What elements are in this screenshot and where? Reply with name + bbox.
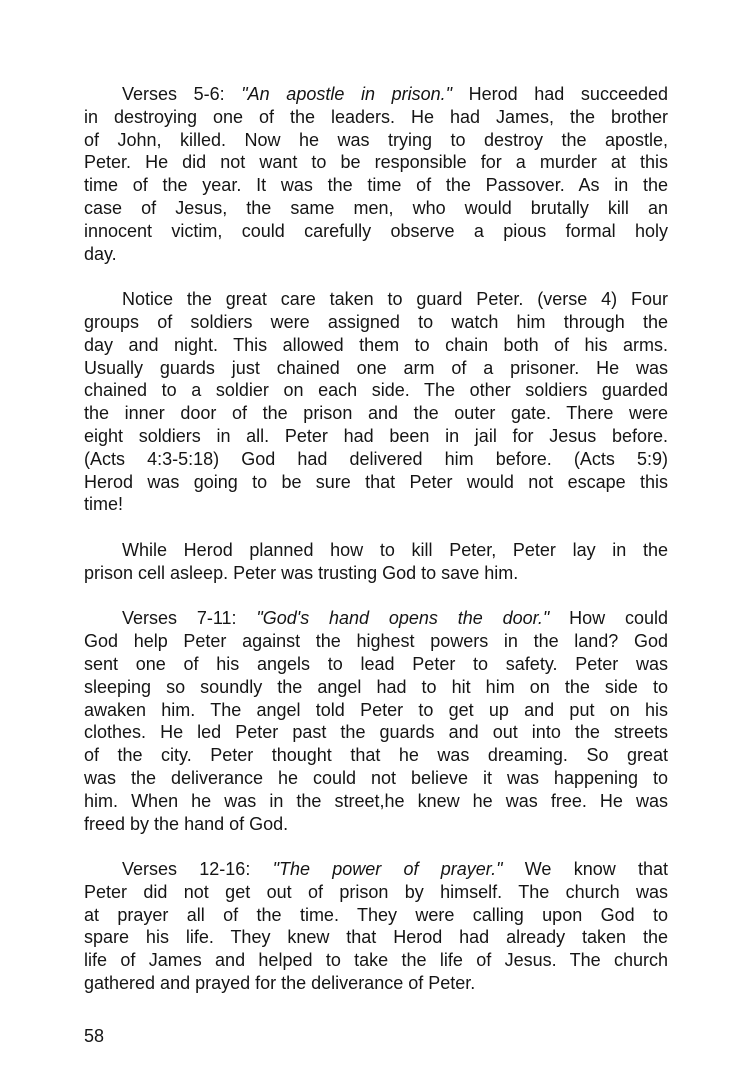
text-line: sent one of his angels to lead Peter to safety. Peter was	[84, 653, 668, 674]
text-line: at prayer all of the time. They were calling upon God to	[84, 904, 668, 925]
text-line: time of the year. It was the time of the Passover. As in the	[84, 175, 668, 196]
text-line: day and night. This allowed them to chain both of his arms.	[84, 334, 668, 355]
section-title: "God's hand opens the door."	[256, 608, 550, 629]
text-segment: Verses 5-6:	[122, 84, 242, 104]
text-line: spare his life. They knew that Herod had already taken the	[84, 927, 668, 948]
paragraph	[84, 607, 668, 835]
section-title: "The power of prayer."	[272, 859, 503, 880]
text-segment: Herod had succeeded	[452, 84, 668, 104]
paragraph-first-line	[84, 288, 668, 311]
text-segment: Notice the great care taken to guard Peter. (verse 4) Four	[122, 289, 668, 310]
text-segment: While Herod planned how to kill Peter, Peter lay in the	[122, 539, 668, 560]
text-line: Peter did not get out of prison by himself. The church was	[84, 881, 668, 902]
text-line: life of James and helped to take the life of Jesus. The church	[84, 950, 668, 971]
section-title: "An apostle in prison."	[241, 84, 453, 104]
text-line: prison cell asleep. Peter was trusting God to save him.	[84, 562, 519, 583]
text-line: innocent victim, could carefully observe a pious formal holy	[84, 220, 668, 241]
text-line: day.	[84, 243, 117, 264]
text-line: him. When he was in the street,he knew he was free. He was	[84, 790, 668, 811]
paragraph-first-line	[84, 858, 668, 881]
text-line: the inner door of the prison and the outer gate. There were	[84, 403, 668, 424]
page-body	[84, 83, 668, 995]
paragraph	[84, 858, 668, 995]
text-line: Herod was going to be sure that Peter would not escape this	[84, 471, 668, 492]
text-segment: How could	[549, 608, 668, 629]
paragraph	[84, 539, 668, 585]
text-line: was the deliverance he could not believe it was happening to	[84, 767, 668, 788]
text-line: sleeping so soundly the angel had to hit him on the side to	[84, 676, 668, 697]
text-line: chained to a soldier on each side. The other soldiers guarded	[84, 380, 668, 401]
paragraph-first-line	[84, 539, 668, 562]
text-line: time!	[84, 494, 124, 515]
text-segment: We know that	[502, 859, 668, 880]
text-line: God help Peter against the highest powers in the land? God	[84, 631, 668, 652]
text-line: (Acts 4:3-5:18) God had delivered him before. (Acts 5:9)	[84, 448, 668, 469]
text-line: Usually guards just chained one arm of a prisoner. He was	[84, 357, 668, 378]
text-line: groups of soldiers were assigned to watch him through the	[84, 311, 668, 332]
page-number: 58	[84, 1026, 105, 1046]
text-line: case of Jesus, the same men, who would brutally kill an	[84, 197, 668, 218]
text-line: in destroying one of the leaders. He had James, the brother	[84, 106, 668, 127]
text-line: eight soldiers in all. Peter had been in jail for Jesus before.	[84, 425, 668, 446]
text-segment: Verses 7-11:	[122, 608, 257, 629]
text-line: of John, killed. Now he was trying to destroy the apostle,	[84, 129, 668, 150]
text-line: gathered and prayed for the deliverance of Peter.	[84, 973, 476, 994]
text-line: Peter. He did not want to be responsible for a murder at this	[84, 152, 668, 173]
text-segment: Verses 12-16:	[122, 859, 273, 880]
paragraph-first-line	[84, 83, 668, 106]
paragraph-first-line	[84, 607, 668, 630]
paragraph	[84, 83, 668, 265]
text-line: freed by the hand of God.	[84, 813, 289, 834]
text-line: awaken him. The angel told Peter to get up and put on his	[84, 699, 668, 720]
text-line: clothes. He led Peter past the guards and out into the streets	[84, 722, 668, 743]
text-line: of the city. Peter thought that he was dreaming. So great	[84, 745, 668, 766]
paragraph	[84, 288, 668, 516]
